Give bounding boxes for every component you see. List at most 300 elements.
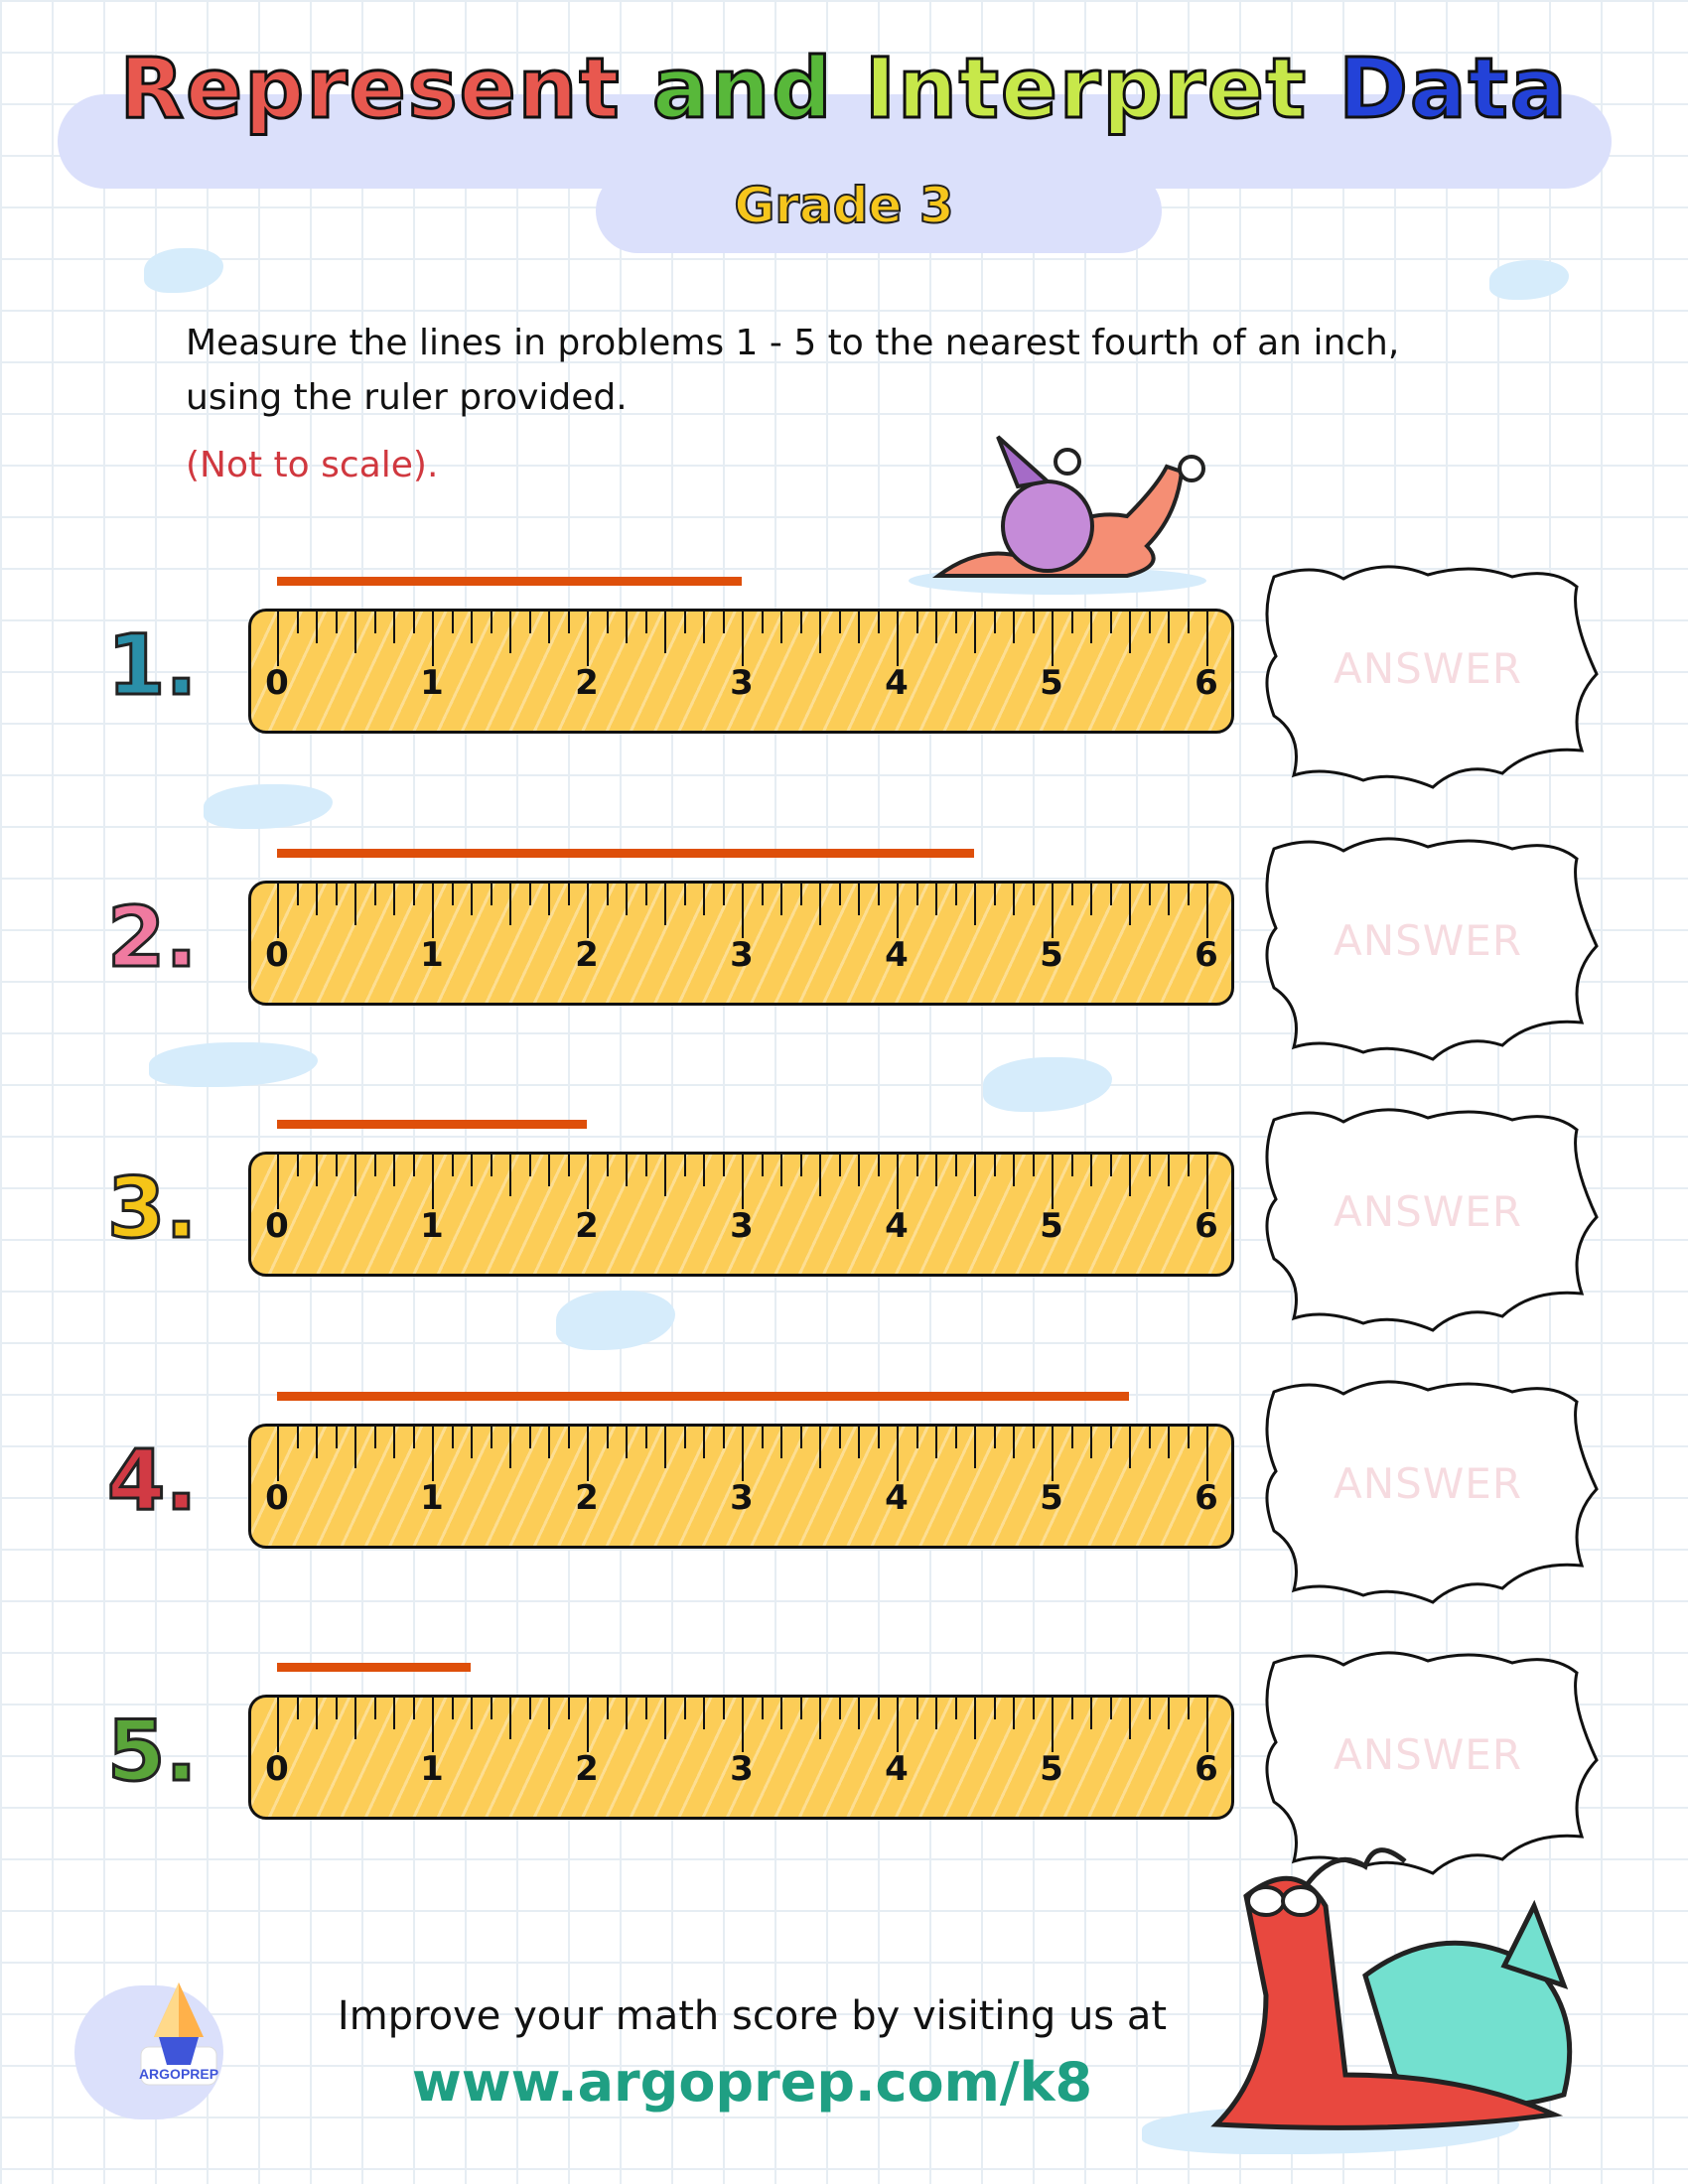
ruler-tick bbox=[1188, 1427, 1190, 1448]
answer-box[interactable] bbox=[1254, 1372, 1602, 1606]
ruler-tick bbox=[762, 1155, 764, 1176]
ruler-tick bbox=[1129, 1427, 1131, 1468]
ruler-tick bbox=[1071, 884, 1073, 905]
ruler-tick bbox=[316, 884, 318, 915]
ruler-tick bbox=[1090, 612, 1092, 643]
ruler-tick bbox=[626, 1155, 628, 1186]
ruler-tick bbox=[626, 612, 628, 643]
ruler-tick bbox=[684, 884, 686, 905]
ruler-tick bbox=[819, 612, 821, 653]
ruler-tick bbox=[916, 1698, 918, 1719]
ruler-tick bbox=[897, 1698, 899, 1752]
ruler-tick bbox=[529, 612, 531, 633]
ruler-tick bbox=[1090, 884, 1092, 915]
ruler-tick bbox=[819, 1427, 821, 1468]
ruler-label: 0 bbox=[265, 663, 289, 703]
ruler-tick bbox=[800, 1155, 802, 1176]
ruler-label: 5 bbox=[1040, 663, 1063, 703]
ruler-label: 4 bbox=[885, 663, 909, 703]
ruler-tick bbox=[858, 1427, 860, 1458]
ruler-tick bbox=[703, 612, 705, 643]
ruler-label: 5 bbox=[1040, 1749, 1063, 1789]
ruler-tick bbox=[723, 884, 725, 905]
ruler-tick bbox=[607, 1155, 609, 1176]
ruler-tick bbox=[587, 1427, 589, 1481]
ruler-tick bbox=[626, 1698, 628, 1729]
ruler-tick bbox=[800, 1698, 802, 1719]
ruler-tick bbox=[762, 612, 764, 633]
ruler-tick bbox=[413, 612, 415, 633]
ruler bbox=[248, 881, 1234, 1006]
ruler-tick bbox=[878, 1698, 880, 1719]
ruler-tick bbox=[1149, 1698, 1151, 1719]
ruler-tick bbox=[336, 1698, 338, 1719]
ruler-tick bbox=[568, 1155, 570, 1176]
ruler-tick bbox=[994, 1155, 996, 1176]
ruler-tick bbox=[839, 1698, 841, 1719]
ruler-tick bbox=[1052, 1698, 1054, 1752]
ruler-tick bbox=[839, 884, 841, 905]
ruler-tick bbox=[780, 1698, 782, 1729]
ruler-label: 0 bbox=[265, 1478, 289, 1518]
ruler-tick bbox=[1033, 612, 1035, 633]
ruler-tick bbox=[897, 612, 899, 666]
ruler-tick bbox=[703, 884, 705, 915]
ruler-tick bbox=[1110, 1698, 1112, 1719]
ruler-label: 1 bbox=[420, 935, 444, 975]
ruler-tick bbox=[413, 884, 415, 905]
ruler-tick bbox=[491, 612, 492, 633]
ruler-tick bbox=[374, 612, 376, 633]
ruler-tick bbox=[780, 884, 782, 915]
ruler-tick bbox=[1129, 884, 1131, 925]
ruler-tick bbox=[723, 1155, 725, 1176]
ruler-tick bbox=[607, 1427, 609, 1448]
answer-box[interactable] bbox=[1254, 829, 1602, 1063]
ruler-tick bbox=[529, 884, 531, 905]
ruler-tick bbox=[897, 884, 899, 938]
ruler-tick bbox=[548, 884, 550, 915]
ruler-tick bbox=[974, 1698, 976, 1739]
ruler-tick bbox=[336, 612, 338, 633]
problem-number: 2. bbox=[107, 888, 198, 986]
ruler-tick bbox=[742, 884, 744, 938]
ruler-tick bbox=[587, 884, 589, 938]
answer-placeholder: ANSWER bbox=[1333, 1459, 1523, 1508]
ruler-tick bbox=[684, 612, 686, 633]
ruler-tick bbox=[684, 1427, 686, 1448]
ruler-tick bbox=[432, 1698, 434, 1752]
ruler-tick bbox=[471, 1427, 473, 1458]
measure-line bbox=[277, 1663, 471, 1672]
ruler-tick bbox=[819, 1155, 821, 1196]
ruler-tick bbox=[1033, 1427, 1035, 1448]
answer-box[interactable] bbox=[1254, 557, 1602, 791]
ruler-tick bbox=[1168, 1155, 1170, 1186]
instructions-line-2: using the ruler provided. bbox=[186, 377, 628, 418]
ruler-tick bbox=[762, 1427, 764, 1448]
ruler-tick bbox=[858, 1698, 860, 1729]
ruler-tick bbox=[607, 884, 609, 905]
ruler-tick bbox=[1206, 612, 1208, 666]
ruler-label: 6 bbox=[1195, 935, 1218, 975]
ruler-tick bbox=[742, 1155, 744, 1209]
ruler-tick bbox=[878, 1427, 880, 1448]
ruler-tick bbox=[297, 1427, 299, 1448]
ruler-tick bbox=[1071, 1155, 1073, 1176]
problem-number: 3. bbox=[107, 1160, 198, 1257]
ruler-label: 3 bbox=[730, 1206, 754, 1246]
ruler-tick bbox=[1052, 612, 1054, 666]
ruler-tick bbox=[354, 1427, 356, 1468]
ruler-tick bbox=[548, 1155, 550, 1186]
footer-text: Improve your math score by visiting us at bbox=[337, 1993, 1168, 2039]
ruler-tick bbox=[587, 612, 589, 666]
ruler-tick bbox=[393, 1155, 395, 1186]
ruler-tick bbox=[471, 1155, 473, 1186]
ruler-tick bbox=[664, 884, 666, 925]
ruler-tick bbox=[1206, 1698, 1208, 1752]
ruler-tick bbox=[316, 612, 318, 643]
ruler-tick bbox=[723, 612, 725, 633]
ruler bbox=[248, 1152, 1234, 1277]
ruler-tick bbox=[491, 1698, 492, 1719]
ruler-tick bbox=[432, 612, 434, 666]
ruler-tick bbox=[354, 612, 356, 653]
ruler-label: 1 bbox=[420, 1478, 444, 1518]
ruler-tick bbox=[664, 612, 666, 653]
ruler-tick bbox=[432, 884, 434, 938]
ruler-tick bbox=[703, 1698, 705, 1729]
footer-url-link[interactable]: www.argoprep.com/k8 bbox=[411, 2051, 1093, 2114]
ruler-tick bbox=[452, 1155, 454, 1176]
ruler-tick bbox=[742, 1698, 744, 1752]
ruler-tick bbox=[935, 1427, 937, 1458]
scale-note: (Not to scale). bbox=[186, 445, 439, 485]
ruler-tick bbox=[897, 1427, 899, 1481]
ruler-tick bbox=[878, 1155, 880, 1176]
ruler-tick bbox=[393, 884, 395, 915]
ruler-tick bbox=[955, 1427, 957, 1448]
ruler-tick bbox=[1013, 1698, 1015, 1729]
ruler-label: 3 bbox=[730, 663, 754, 703]
title-word: Interpret bbox=[864, 40, 1309, 137]
ruler-tick bbox=[878, 612, 880, 633]
ruler-label: 1 bbox=[420, 1206, 444, 1246]
ruler-tick bbox=[1168, 612, 1170, 643]
ruler-tick bbox=[1149, 884, 1151, 905]
ruler-tick bbox=[935, 612, 937, 643]
ruler-tick bbox=[645, 612, 647, 633]
ruler-tick bbox=[316, 1427, 318, 1458]
ruler-tick bbox=[1110, 1155, 1112, 1176]
ruler-tick bbox=[509, 612, 511, 653]
ruler-tick bbox=[354, 1155, 356, 1196]
ruler-tick bbox=[974, 1155, 976, 1196]
ruler bbox=[248, 609, 1234, 734]
problem-number: 5. bbox=[107, 1703, 198, 1800]
ruler-label: 0 bbox=[265, 935, 289, 975]
ruler-tick bbox=[1188, 612, 1190, 633]
measure-line bbox=[277, 577, 742, 586]
ruler-label: 6 bbox=[1195, 1206, 1218, 1246]
ruler-label: 3 bbox=[730, 1478, 754, 1518]
ruler-tick bbox=[393, 612, 395, 643]
ruler-tick bbox=[1149, 1427, 1151, 1448]
title-word: Represent bbox=[119, 40, 622, 137]
ruler-tick bbox=[568, 612, 570, 633]
ruler-tick bbox=[664, 1698, 666, 1739]
ruler-tick bbox=[393, 1698, 395, 1729]
ruler-label: 3 bbox=[730, 1749, 754, 1789]
ruler-tick bbox=[839, 1427, 841, 1448]
ruler-tick bbox=[1129, 1155, 1131, 1196]
ruler-tick bbox=[1013, 612, 1015, 643]
ruler-tick bbox=[762, 1698, 764, 1719]
ruler-tick bbox=[1071, 1698, 1073, 1719]
ruler-label: 2 bbox=[575, 1206, 599, 1246]
ruler-label: 5 bbox=[1040, 1206, 1063, 1246]
ruler-tick bbox=[839, 1155, 841, 1176]
ruler-tick bbox=[1033, 1698, 1035, 1719]
ruler-tick bbox=[1149, 1155, 1151, 1176]
ruler-tick bbox=[664, 1155, 666, 1196]
ruler-label: 2 bbox=[575, 1749, 599, 1789]
ruler-tick bbox=[587, 1155, 589, 1209]
ruler-tick bbox=[858, 884, 860, 915]
ruler-tick bbox=[645, 1698, 647, 1719]
ruler-tick bbox=[819, 1698, 821, 1739]
answer-placeholder: ANSWER bbox=[1333, 1730, 1523, 1779]
ruler-tick bbox=[509, 1155, 511, 1196]
ruler-tick bbox=[452, 1427, 454, 1448]
ruler-tick bbox=[568, 1427, 570, 1448]
ruler-tick bbox=[297, 1155, 299, 1176]
ruler-tick bbox=[316, 1155, 318, 1186]
ruler-tick bbox=[374, 1698, 376, 1719]
ruler-tick bbox=[297, 1698, 299, 1719]
snail-illustration-top bbox=[899, 427, 1216, 596]
ruler-tick bbox=[1110, 612, 1112, 633]
ruler-tick bbox=[277, 884, 279, 938]
ruler-tick bbox=[955, 612, 957, 633]
answer-box[interactable] bbox=[1254, 1100, 1602, 1334]
ruler-tick bbox=[800, 612, 802, 633]
ruler-tick bbox=[587, 1698, 589, 1752]
ruler-tick bbox=[529, 1155, 531, 1176]
ruler-tick bbox=[393, 1427, 395, 1458]
ruler-label: 2 bbox=[575, 1478, 599, 1518]
ruler-tick bbox=[1206, 1155, 1208, 1209]
ruler-tick bbox=[916, 612, 918, 633]
ruler-tick bbox=[548, 612, 550, 643]
ruler-tick bbox=[452, 612, 454, 633]
ruler-tick bbox=[858, 612, 860, 643]
ruler-tick bbox=[1206, 1427, 1208, 1481]
ruler-tick bbox=[800, 884, 802, 905]
ruler-tick bbox=[684, 1698, 686, 1719]
ruler-tick bbox=[354, 884, 356, 925]
problem-number: 1. bbox=[107, 616, 198, 714]
ruler-tick bbox=[780, 612, 782, 643]
ruler-tick bbox=[374, 884, 376, 905]
ruler-tick bbox=[955, 884, 957, 905]
ruler-label: 0 bbox=[265, 1206, 289, 1246]
ruler-label: 3 bbox=[730, 935, 754, 975]
ruler-tick bbox=[1110, 1427, 1112, 1448]
ruler-tick bbox=[742, 1427, 744, 1481]
ruler-tick bbox=[529, 1427, 531, 1448]
ruler-tick bbox=[568, 884, 570, 905]
ruler-tick bbox=[509, 884, 511, 925]
ruler-label: 4 bbox=[885, 1749, 909, 1789]
problem-number: 4. bbox=[107, 1432, 198, 1529]
ruler-tick bbox=[607, 1698, 609, 1719]
ruler-tick bbox=[1052, 884, 1054, 938]
ruler-tick bbox=[491, 1155, 492, 1176]
ruler-tick bbox=[413, 1427, 415, 1448]
ruler-tick bbox=[354, 1698, 356, 1739]
measure-line bbox=[277, 849, 974, 858]
ruler-tick bbox=[974, 612, 976, 653]
ruler-tick bbox=[703, 1155, 705, 1186]
ruler-tick bbox=[780, 1427, 782, 1458]
ruler-tick bbox=[897, 1155, 899, 1209]
ruler-tick bbox=[1110, 884, 1112, 905]
ruler-tick bbox=[645, 1427, 647, 1448]
ruler-tick bbox=[471, 884, 473, 915]
ruler-label: 5 bbox=[1040, 935, 1063, 975]
ruler-label: 4 bbox=[885, 1206, 909, 1246]
grade-subtitle: Grade 3 bbox=[734, 177, 954, 234]
ruler-label: 6 bbox=[1195, 663, 1218, 703]
ruler-tick bbox=[1149, 612, 1151, 633]
svg-text:ARGOPREP: ARGOPREP bbox=[139, 2066, 218, 2082]
ruler-tick bbox=[491, 1427, 492, 1448]
ruler-tick bbox=[1090, 1427, 1092, 1458]
ruler-tick bbox=[819, 884, 821, 925]
ruler-tick bbox=[994, 1427, 996, 1448]
ruler-tick bbox=[626, 1427, 628, 1458]
ruler-tick bbox=[1206, 884, 1208, 938]
ruler-tick bbox=[974, 884, 976, 925]
ruler-label: 1 bbox=[420, 663, 444, 703]
ruler-tick bbox=[935, 1155, 937, 1186]
ruler-tick bbox=[374, 1427, 376, 1448]
ruler-tick bbox=[277, 1698, 279, 1752]
ruler-tick bbox=[316, 1698, 318, 1729]
ruler-label: 5 bbox=[1040, 1478, 1063, 1518]
ruler-tick bbox=[935, 1698, 937, 1729]
ruler-tick bbox=[723, 1427, 725, 1448]
ruler-label: 4 bbox=[885, 935, 909, 975]
ruler-tick bbox=[471, 1698, 473, 1729]
ruler-tick bbox=[723, 1698, 725, 1719]
ruler-tick bbox=[1188, 1698, 1190, 1719]
ruler-tick bbox=[336, 1155, 338, 1176]
ruler-tick bbox=[1168, 1427, 1170, 1458]
ruler-tick bbox=[452, 1698, 454, 1719]
ruler-tick bbox=[1188, 884, 1190, 905]
ruler-tick bbox=[1090, 1698, 1092, 1729]
ruler-tick bbox=[1033, 1155, 1035, 1176]
ruler-tick bbox=[935, 884, 937, 915]
ruler-tick bbox=[336, 884, 338, 905]
ruler-tick bbox=[1129, 612, 1131, 653]
measure-line bbox=[277, 1120, 587, 1129]
ruler-tick bbox=[432, 1427, 434, 1481]
ruler-label: 6 bbox=[1195, 1749, 1218, 1789]
ruler-tick bbox=[277, 612, 279, 666]
answer-placeholder: ANSWER bbox=[1333, 916, 1523, 965]
ruler-tick bbox=[1013, 1427, 1015, 1458]
ruler-label: 0 bbox=[265, 1749, 289, 1789]
title-word: and bbox=[651, 40, 834, 137]
ruler-tick bbox=[839, 612, 841, 633]
ruler-tick bbox=[916, 1427, 918, 1448]
ruler-tick bbox=[974, 1427, 976, 1468]
ruler-tick bbox=[1033, 884, 1035, 905]
measure-line bbox=[277, 1392, 1129, 1401]
ruler-tick bbox=[1071, 612, 1073, 633]
ruler-tick bbox=[509, 1427, 511, 1468]
ruler-tick bbox=[626, 884, 628, 915]
ruler-tick bbox=[994, 1698, 996, 1719]
title-word: Data bbox=[1338, 40, 1569, 137]
instructions-line-1: Measure the lines in problems 1 - 5 to the nearest fourth of an inch, bbox=[186, 323, 1400, 363]
ruler-tick bbox=[432, 1155, 434, 1209]
ruler-tick bbox=[645, 1155, 647, 1176]
ruler-tick bbox=[878, 884, 880, 905]
page-title bbox=[0, 40, 1688, 137]
ruler-label: 2 bbox=[575, 663, 599, 703]
ruler-tick bbox=[568, 1698, 570, 1719]
ruler-tick bbox=[762, 884, 764, 905]
ruler-tick bbox=[1052, 1427, 1054, 1481]
ruler-tick bbox=[471, 612, 473, 643]
answer-placeholder: ANSWER bbox=[1333, 644, 1523, 693]
ruler-tick bbox=[336, 1427, 338, 1448]
ruler-tick bbox=[1168, 884, 1170, 915]
ruler-tick bbox=[413, 1698, 415, 1719]
ruler-label: 2 bbox=[575, 935, 599, 975]
ruler-tick bbox=[297, 884, 299, 905]
ruler-tick bbox=[955, 1155, 957, 1176]
ruler-tick bbox=[1052, 1155, 1054, 1209]
ruler-tick bbox=[374, 1155, 376, 1176]
ruler-tick bbox=[994, 612, 996, 633]
ruler-tick bbox=[955, 1698, 957, 1719]
ruler-tick bbox=[858, 1155, 860, 1186]
ruler-tick bbox=[1071, 1427, 1073, 1448]
ruler-tick bbox=[413, 1155, 415, 1176]
ruler-tick bbox=[800, 1427, 802, 1448]
ruler bbox=[248, 1695, 1234, 1820]
ruler-tick bbox=[297, 612, 299, 633]
answer-placeholder: ANSWER bbox=[1333, 1187, 1523, 1236]
ruler-tick bbox=[1013, 1155, 1015, 1186]
ruler-tick bbox=[645, 884, 647, 905]
ruler-tick bbox=[277, 1427, 279, 1481]
ruler-label: 1 bbox=[420, 1749, 444, 1789]
ruler bbox=[248, 1424, 1234, 1549]
ruler-tick bbox=[1129, 1698, 1131, 1739]
ruler-tick bbox=[509, 1698, 511, 1739]
ruler-tick bbox=[607, 612, 609, 633]
ruler-tick bbox=[491, 884, 492, 905]
ruler-tick bbox=[916, 884, 918, 905]
ruler-label: 6 bbox=[1195, 1478, 1218, 1518]
